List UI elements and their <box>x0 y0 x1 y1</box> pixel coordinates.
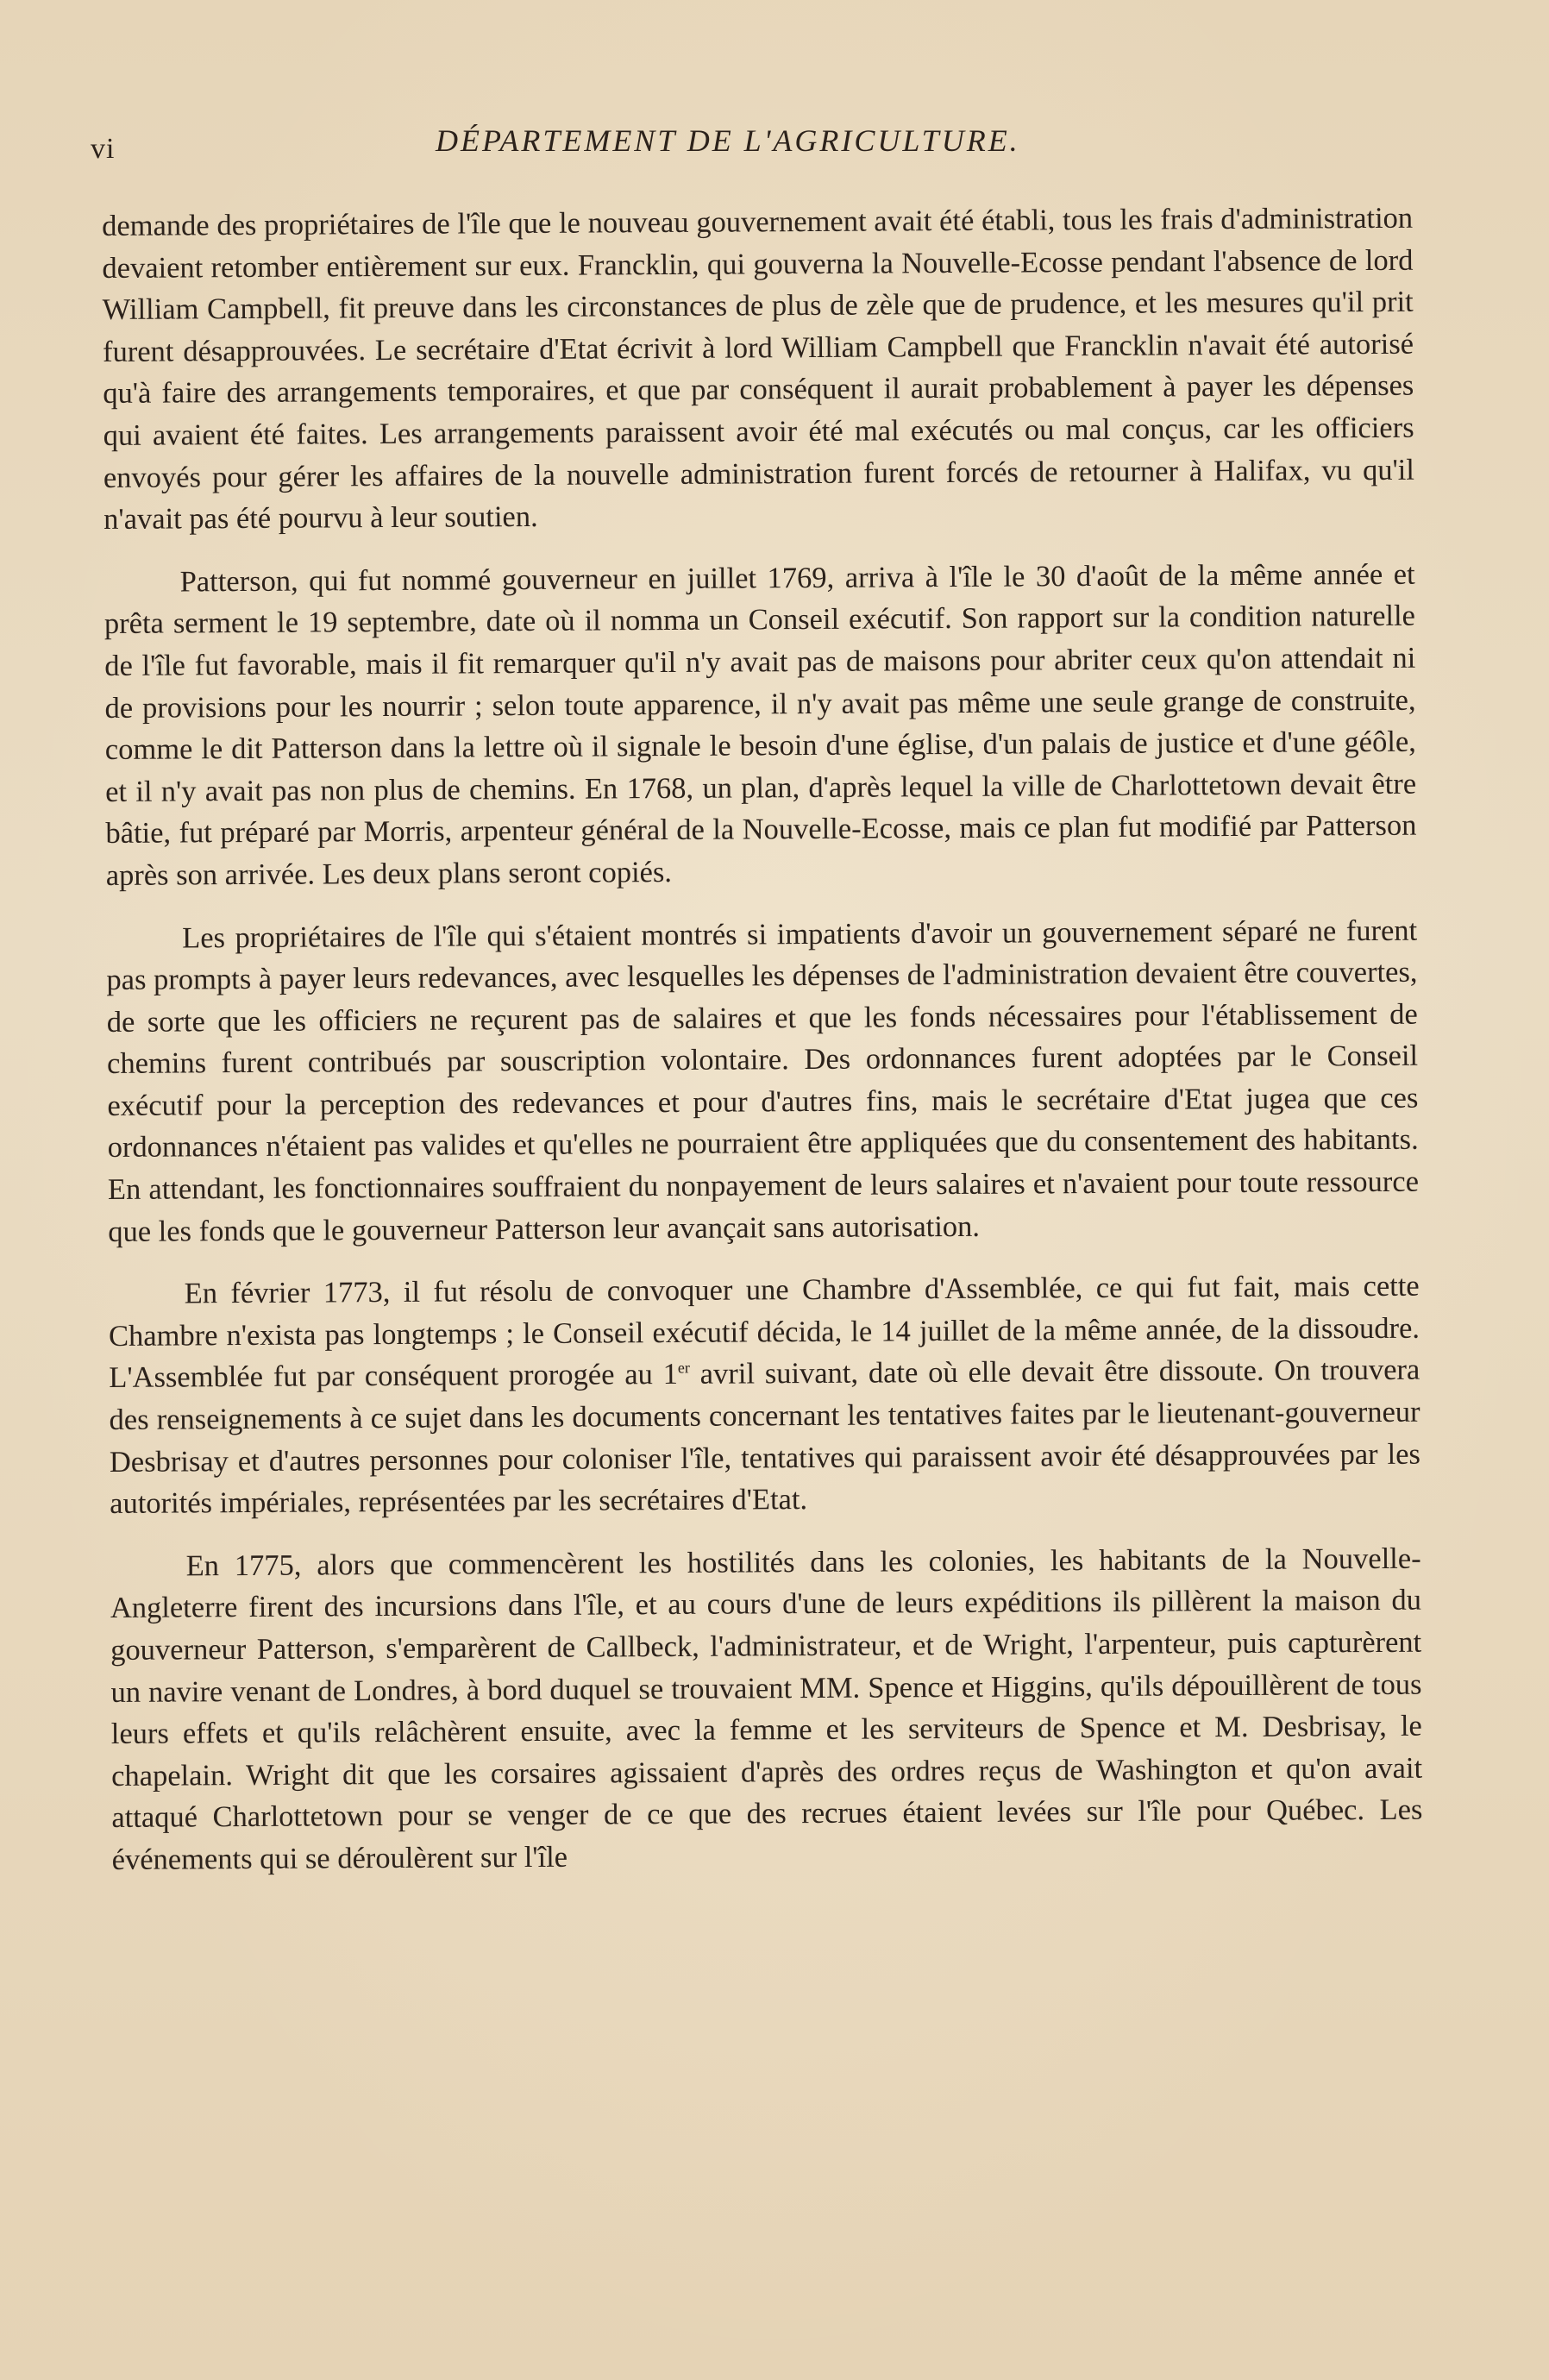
ordinal-superscript: er <box>677 1359 690 1377</box>
paragraph: Les propriétaires de l'île qui s'étaient montrés si impatients d'avoir un gouvernement séparé ne furent pas prompts à payer leurs redevances, avec lesquelles les dépenses de l'administration devaient être couvertes, de sorte que les officiers ne reçurent pas de salaires et que les fonds nécessaires pour l'établissement de chemins furent contribués par souscription volontaire. Des ordonnances furent adoptées par le Conseil exécutif pour la perception des redevances et pour d'autres fins, mais le secrétaire d'Etat jugea que ces ordonnances n'étaient pas valides et qu'elles ne pourraient être appliquées que du consentement des habitants. En attendant, les fonctionnaires souffraient du nonpayement de leurs salaires et n'avaient pour toute ressource que les fonds que le gouverneur Patterson leur avançait sans autorisation. <box>106 914 1420 1248</box>
page-number: vi <box>91 133 116 165</box>
paragraph <box>109 1265 1421 1525</box>
paragraph-text: avril suivant, date où elle devait être dissoute. On trouvera des renseignements à ce sujet dans les documents concernant les tentatives faites par le lieutenant-gouverneur Desbrisay et d'autres personnes pour coloniser l'île, tentatives qui paraissent avoir été désapprouvées par les autorités impériales, représentées par les secrétaires d'Etat. <box>109 1353 1420 1521</box>
paragraph: En 1775, alors que commencèrent les hostilités dans les colonies, les habitants de la Nouvelle-Angleterre firent des incursions dans l'île, et au cours d'une de leurs expéditions ils pillèrent la maison du gouverneur Patterson, s'emparèrent de Callbeck, l'administrateur, et de Wright, l'arpenteur, puis capturèrent un navire venant de Londres, à bord duquel se trouvaient MM. Spence et Higgins, qu'ils dépouillèrent de tous leurs effets et qu'ils relâchèrent ensuite, avec la femme et les serviteurs de Spence et M. Desbrisay, le chapelain. Wright dit que les corsaires agissaient d'après des ordres reçus de Washington et qu'on avait attaqué Charlottetown pour se venger de ce que des recrues étaient levées sur l'île pour Québec. Les événements qui se déroulèrent sur l'île <box>110 1542 1423 1876</box>
page-header <box>91 122 1436 174</box>
running-title: DÉPARTEMENT DE L'AGRICULTURE. <box>436 123 1020 158</box>
body-text <box>102 198 1423 1881</box>
paragraph: Patterson, qui fut nommé gouverneur en juillet 1769, arriva à l'île le 30 d'août de la même année et prêta serment le 19 septembre, date où il nomma un Conseil exécutif. Son rapport sur la condition naturelle de l'île fut favorable, mais il fit remarquer qu'il n'y avait pas de maisons pour abriter ceux qu'on attendait ni de provisions pour les nourrir ; selon toute apparence, il n'y avait pas même une seule grange de construite, comme le dit Patterson dans la lettre où il signale le besoin d'une église, d'un palais de justice et d'une géôle, et il n'y avait pas non plus de chemins. En 1768, un plan, d'après lequel la ville de Charlottetown devait être bâtie, fut préparé par Morris, arpenteur général de la Nouvelle-Ecosse, mais ce plan fut modifié par Patterson après son arrivée. Les deux plans seront copiés. <box>103 557 1417 892</box>
paragraph-text: En février 1773, il fut résolu de convoquer une Chambre d'Assemblée, ce qui fut fait, mais cette Chambre n'exista pas longtemps ; le Conseil exécutif décida, le 14 juillet de la même année, de la dissoudre. L'Assemblée fut par conséquent prorogée au 1 <box>108 1269 1420 1395</box>
paragraph: demande des propriétaires de l'île que le nouveau gouvernement avait été établi, tous les frais d'administration devaient retomber entièrement sur eux. Francklin, qui gouverna la Nouvelle-Ecosse pendant l'absence de lord William Campbell, fit preuve dans les circonstances de plus de zèle que de prudence, et les mesures qu'il prit furent désapprouvées. Le secrétaire d'Etat écrivit à lord William Campbell que Francklin n'avait été autorisé qu'à faire des arrangements temporaires, et que par conséquent il aurait probablement à payer les dépenses qui avaient été faites. Les arrangements paraissent avoir été mal exécutés ou mal conçus, car les officiers envoyés pour gérer les affaires de la nouvelle administration furent forcés de retourner à Halifax, vu qu'il n'avait pas été pourvu à leur soutien. <box>102 201 1415 537</box>
